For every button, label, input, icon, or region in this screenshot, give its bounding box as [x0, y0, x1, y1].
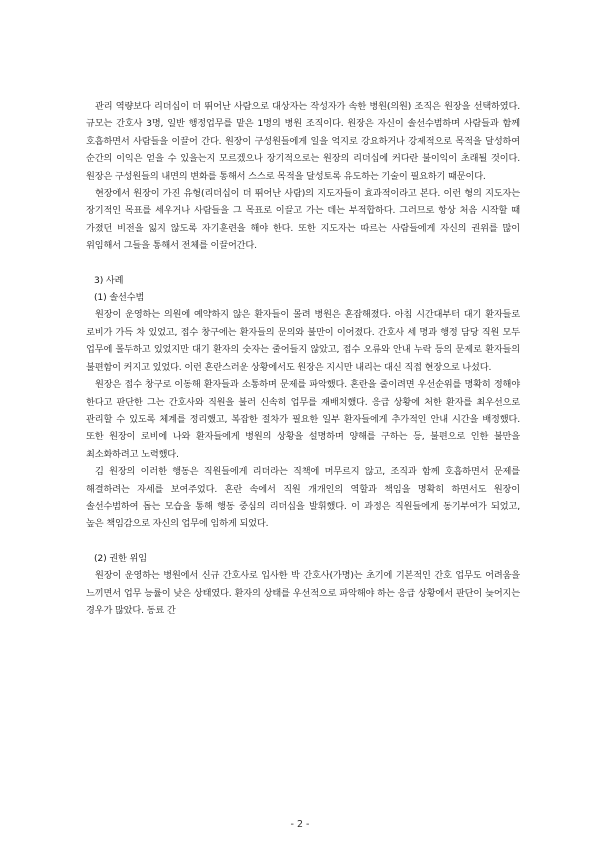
intro-paragraph: 현장에서 원장이 가진 유형(리더십이 더 뛰어난 사람)의 지도자들이 효과적이라고 본다. 이런 형의 지도자는 장기적인 목표를 세우거나 사람들을 그 목표로 이끌고 가는 데는 부적합하다. 그러므로 항상 처음 시작할 때 가졌던 비전을 잃지 않도록 자기훈련을 해야 한다. 또한 지도자는 따르는 사람들에게 자신의 권위를 많이 위임해서 그들을 통해서 전체를 이끌어간다. [86, 188, 520, 252]
page-number: - 2 - [290, 819, 310, 830]
case-paragraph: 원장은 접수 창구로 이동해 환자들과 소통하며 문제를 파악했다. 혼란을 줄이려면 우선순위를 명확히 정해야 한다고 판단한 그는 간호사와 직원을 불러 신속히 업무를 재배치했다. 응급 상황에 처한 환자를 최우선으로 관리할 수 있도록 체계를 정리했고, 복잡한 절차가 필요한 일부 환자들에게 추가적인 안내 시간을 배정했다. 또한 원장이 로비에 나와 환자들에게 병원의 상황을 설명하며 양해를 구하는 등, 불편으로 인한 불만을 최소화하려고 노력했다. [86, 379, 520, 460]
spacer [86, 533, 520, 550]
document-body [86, 98, 520, 619]
intro-paragraph: 관리 역량보다 리더십이 더 뛰어난 사람으로 대상자는 작성자가 속한 병원(의원) 조직은 원장을 선택하였다. 규모는 간호사 3명, 일반 행정업무를 맡은 1명의 병원 조직이다. 원장은 자신이 솔선수범하며 사람들과 함께 호흡하면서 사람들을 이끌어 간다. 원장이 구성원들에게 일을 억지로 강요하거나 강제적으로 목적을 달성하여 순간의 이익은 얻을 수 있을는지 모르겠으나 장기적으로는 원장의 리더십에 커다란 불이익이 초래될 것이다. 원장은 구성원들의 내면의 변화를 통해서 스스로 목적을 달성토록 유도하는 기술이 필요하기 때문이다. [86, 101, 520, 182]
case-paragraph: 원장이 운영하는 의원에 예약하지 않은 환자들이 몰려 병원은 혼잡해졌다. 아침 시간대부터 대기 환자들로 로비가 가득 차 있었고, 접수 창구에는 환자들의 문의와 불만이 이어졌다. 간호사 세 명과 행정 담당 직원 모두 업무에 몰두하고 있었지만 대기 환자의 숫자는 줄어들지 않았고, 접수 오류와 안내 누락 등의 문제로 환자들의 불편함이 커지고 있었다. 이런 혼란스러운 상황에서도 원장은 지시만 내리는 대신 직접 현장으로 나섰다. [86, 309, 520, 373]
spacer [86, 255, 520, 272]
subsection-heading-delegation: (2) 권한 위임 [94, 552, 148, 564]
section-heading: 3) 사례 [94, 274, 124, 286]
case-paragraph: 원장이 운영하는 병원에서 신규 간호사로 입사한 박 간호사(가명)는 초기에 기본적인 간호 업무도 어려움을 느끼면서 업무 능률이 낮은 상태였다. 환자의 상태를 우선적으로 파악해야 하는 응급 상황에서 판단이 늦어지는 경우가 많았다. 동료 간 [86, 570, 520, 616]
subsection-heading-leadership-by-example: (1) 솔선수범 [94, 292, 145, 304]
case-paragraph: 김 원장의 이러한 행동은 직원들에게 리더라는 직책에 머무르지 않고, 조직과 함께 호흡하면서 문제를 해결하려는 자세를 보여주었다. 혼란 속에서 직원 개개인의 역할과 책임을 명확히 하면서도 원장이 솔선수범하여 돕는 모습을 통해 행동 중심의 리더십을 발휘했다. 이 과정은 직원들에게 동기부여가 되었고, 높은 책임감으로 자신의 업무에 임하게 되었다. [86, 466, 520, 530]
